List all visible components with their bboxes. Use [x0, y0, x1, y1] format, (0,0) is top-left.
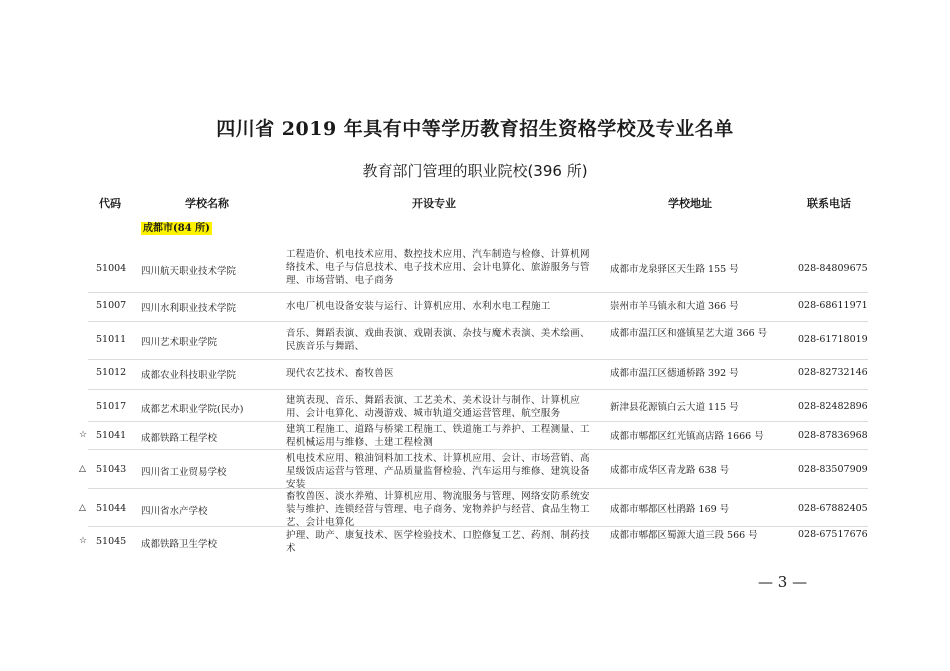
row-majors: 工程造价、机电技术应用、数控技术应用、汽车制造与检修、计算机网络技术、电子与信息技术、电子技术应用、会计电算化、旅游服务与管理、市场营销、电子商务	[286, 249, 590, 286]
row-mark-star: ☆	[79, 430, 88, 440]
row-divider	[88, 321, 868, 322]
row-code: 51043	[96, 464, 127, 475]
row-address: 成都市龙泉驿区天生路 155 号	[610, 264, 739, 275]
row-mark-triangle: △	[79, 464, 86, 474]
header-school-name: 学校名称	[185, 197, 229, 210]
row-code: 51012	[96, 367, 127, 378]
document-subtitle: 教育部门管理的职业院校(396 所)	[362, 162, 588, 180]
header-address: 学校地址	[668, 197, 712, 210]
document-title: 四川省 2019 年具有中等学历教育招生资格学校及专业名单	[216, 118, 734, 140]
row-divider	[88, 526, 868, 527]
row-phone: 028-67882405	[798, 503, 868, 514]
row-divider	[88, 449, 868, 450]
row-school-name: 成都铁路卫生学校	[141, 539, 218, 550]
row-divider	[88, 292, 868, 293]
row-phone: 028-84809675	[798, 263, 868, 274]
row-majors: 建筑工程施工、道路与桥梁工程施工、铁道施工与养护、工程测量、工程机械运用与维修、土建工程检测	[286, 424, 590, 448]
row-address: 成都市郫都区红光镇高店路 1666 号	[610, 431, 764, 442]
header-code: 代码	[99, 197, 121, 210]
row-majors: 建筑表现、音乐、舞蹈表演、工艺美术、美术设计与制作、计算机应用、会计电算化、动漫游戏、城市轨道交通运营管理、航空服务	[286, 395, 581, 419]
row-divider	[88, 389, 868, 390]
row-school-name: 四川省工业贸易学校	[141, 467, 227, 478]
row-code: 51044	[96, 503, 127, 514]
row-school-name: 成都艺术职业学院(民办)	[141, 404, 244, 415]
row-address: 成都市郫都区蜀源大道三段 566 号	[610, 530, 758, 541]
row-phone: 028-61718019	[798, 334, 868, 345]
row-code: 51041	[96, 430, 127, 441]
row-phone: 028-87836968	[798, 430, 868, 441]
row-address: 成都市温江区德通桥路 392 号	[610, 368, 739, 379]
row-address: 新津县花源镇白云大道 115 号	[610, 402, 739, 413]
row-mark-star: ☆	[79, 536, 88, 546]
row-code: 51045	[96, 536, 127, 547]
row-address: 崇州市羊马镇永和大道 366 号	[610, 301, 739, 312]
row-school-name: 四川航天职业技术学院	[141, 266, 237, 277]
row-majors: 畜牧兽医、淡水养殖、计算机应用、物流服务与管理、网络安防系统安装与维护、连锁经营与管理、电子商务、宠物养护与经营、食品生物工艺、会计电算化	[286, 491, 590, 528]
row-school-name: 四川艺术职业学院	[141, 337, 218, 348]
row-code: 51007	[96, 300, 127, 311]
row-phone: 028-82482896	[798, 401, 868, 412]
row-address: 成都市成华区青龙路 638 号	[610, 465, 730, 476]
row-school-name: 四川省水产学校	[141, 506, 208, 517]
row-school-name: 成都铁路工程学校	[141, 433, 218, 444]
row-divider	[88, 421, 868, 422]
row-mark-triangle: △	[79, 503, 86, 513]
row-address: 成都市郫都区杜鹃路 169 号	[610, 504, 730, 515]
row-phone: 028-68611971	[798, 300, 868, 311]
row-school-name: 四川水利职业技术学院	[141, 303, 237, 314]
row-majors: 现代农艺技术、畜牧兽医	[286, 368, 394, 379]
page-number: — 3 —	[758, 573, 808, 591]
row-phone: 028-67517676	[798, 529, 868, 540]
row-phone: 028-83507909	[798, 464, 868, 475]
row-code: 51017	[96, 401, 127, 412]
row-majors: 水电厂机电设备安装与运行、计算机应用、水利水电工程施工	[286, 301, 551, 312]
row-majors: 音乐、舞蹈表演、戏曲表演、戏剧表演、杂技与魔术表演、美术绘画、民族音乐与舞蹈、	[286, 328, 590, 352]
row-majors: 机电技术应用、粮油饲料加工技术、计算机应用、会计、市场营销、高星级饭店运营与管理、产品质量监督检验、汽车运用与维修、建筑设备安装	[286, 453, 590, 490]
row-code: 51004	[96, 263, 127, 274]
row-divider	[88, 488, 868, 489]
row-code: 51011	[96, 334, 127, 345]
city-label: 成都市(84 所)	[143, 223, 210, 234]
row-divider	[88, 359, 868, 360]
row-phone: 028-82732146	[798, 367, 868, 378]
row-majors: 护理、助产、康复技术、医学检验技术、口腔修复工艺、药剂、制药技术	[286, 530, 590, 554]
header-majors: 开设专业	[412, 197, 456, 210]
row-address: 成都市温江区和盛镇星艺大道 366 号	[610, 328, 768, 339]
header-phone: 联系电话	[807, 197, 851, 210]
row-school-name: 成都农业科技职业学院	[141, 370, 237, 381]
